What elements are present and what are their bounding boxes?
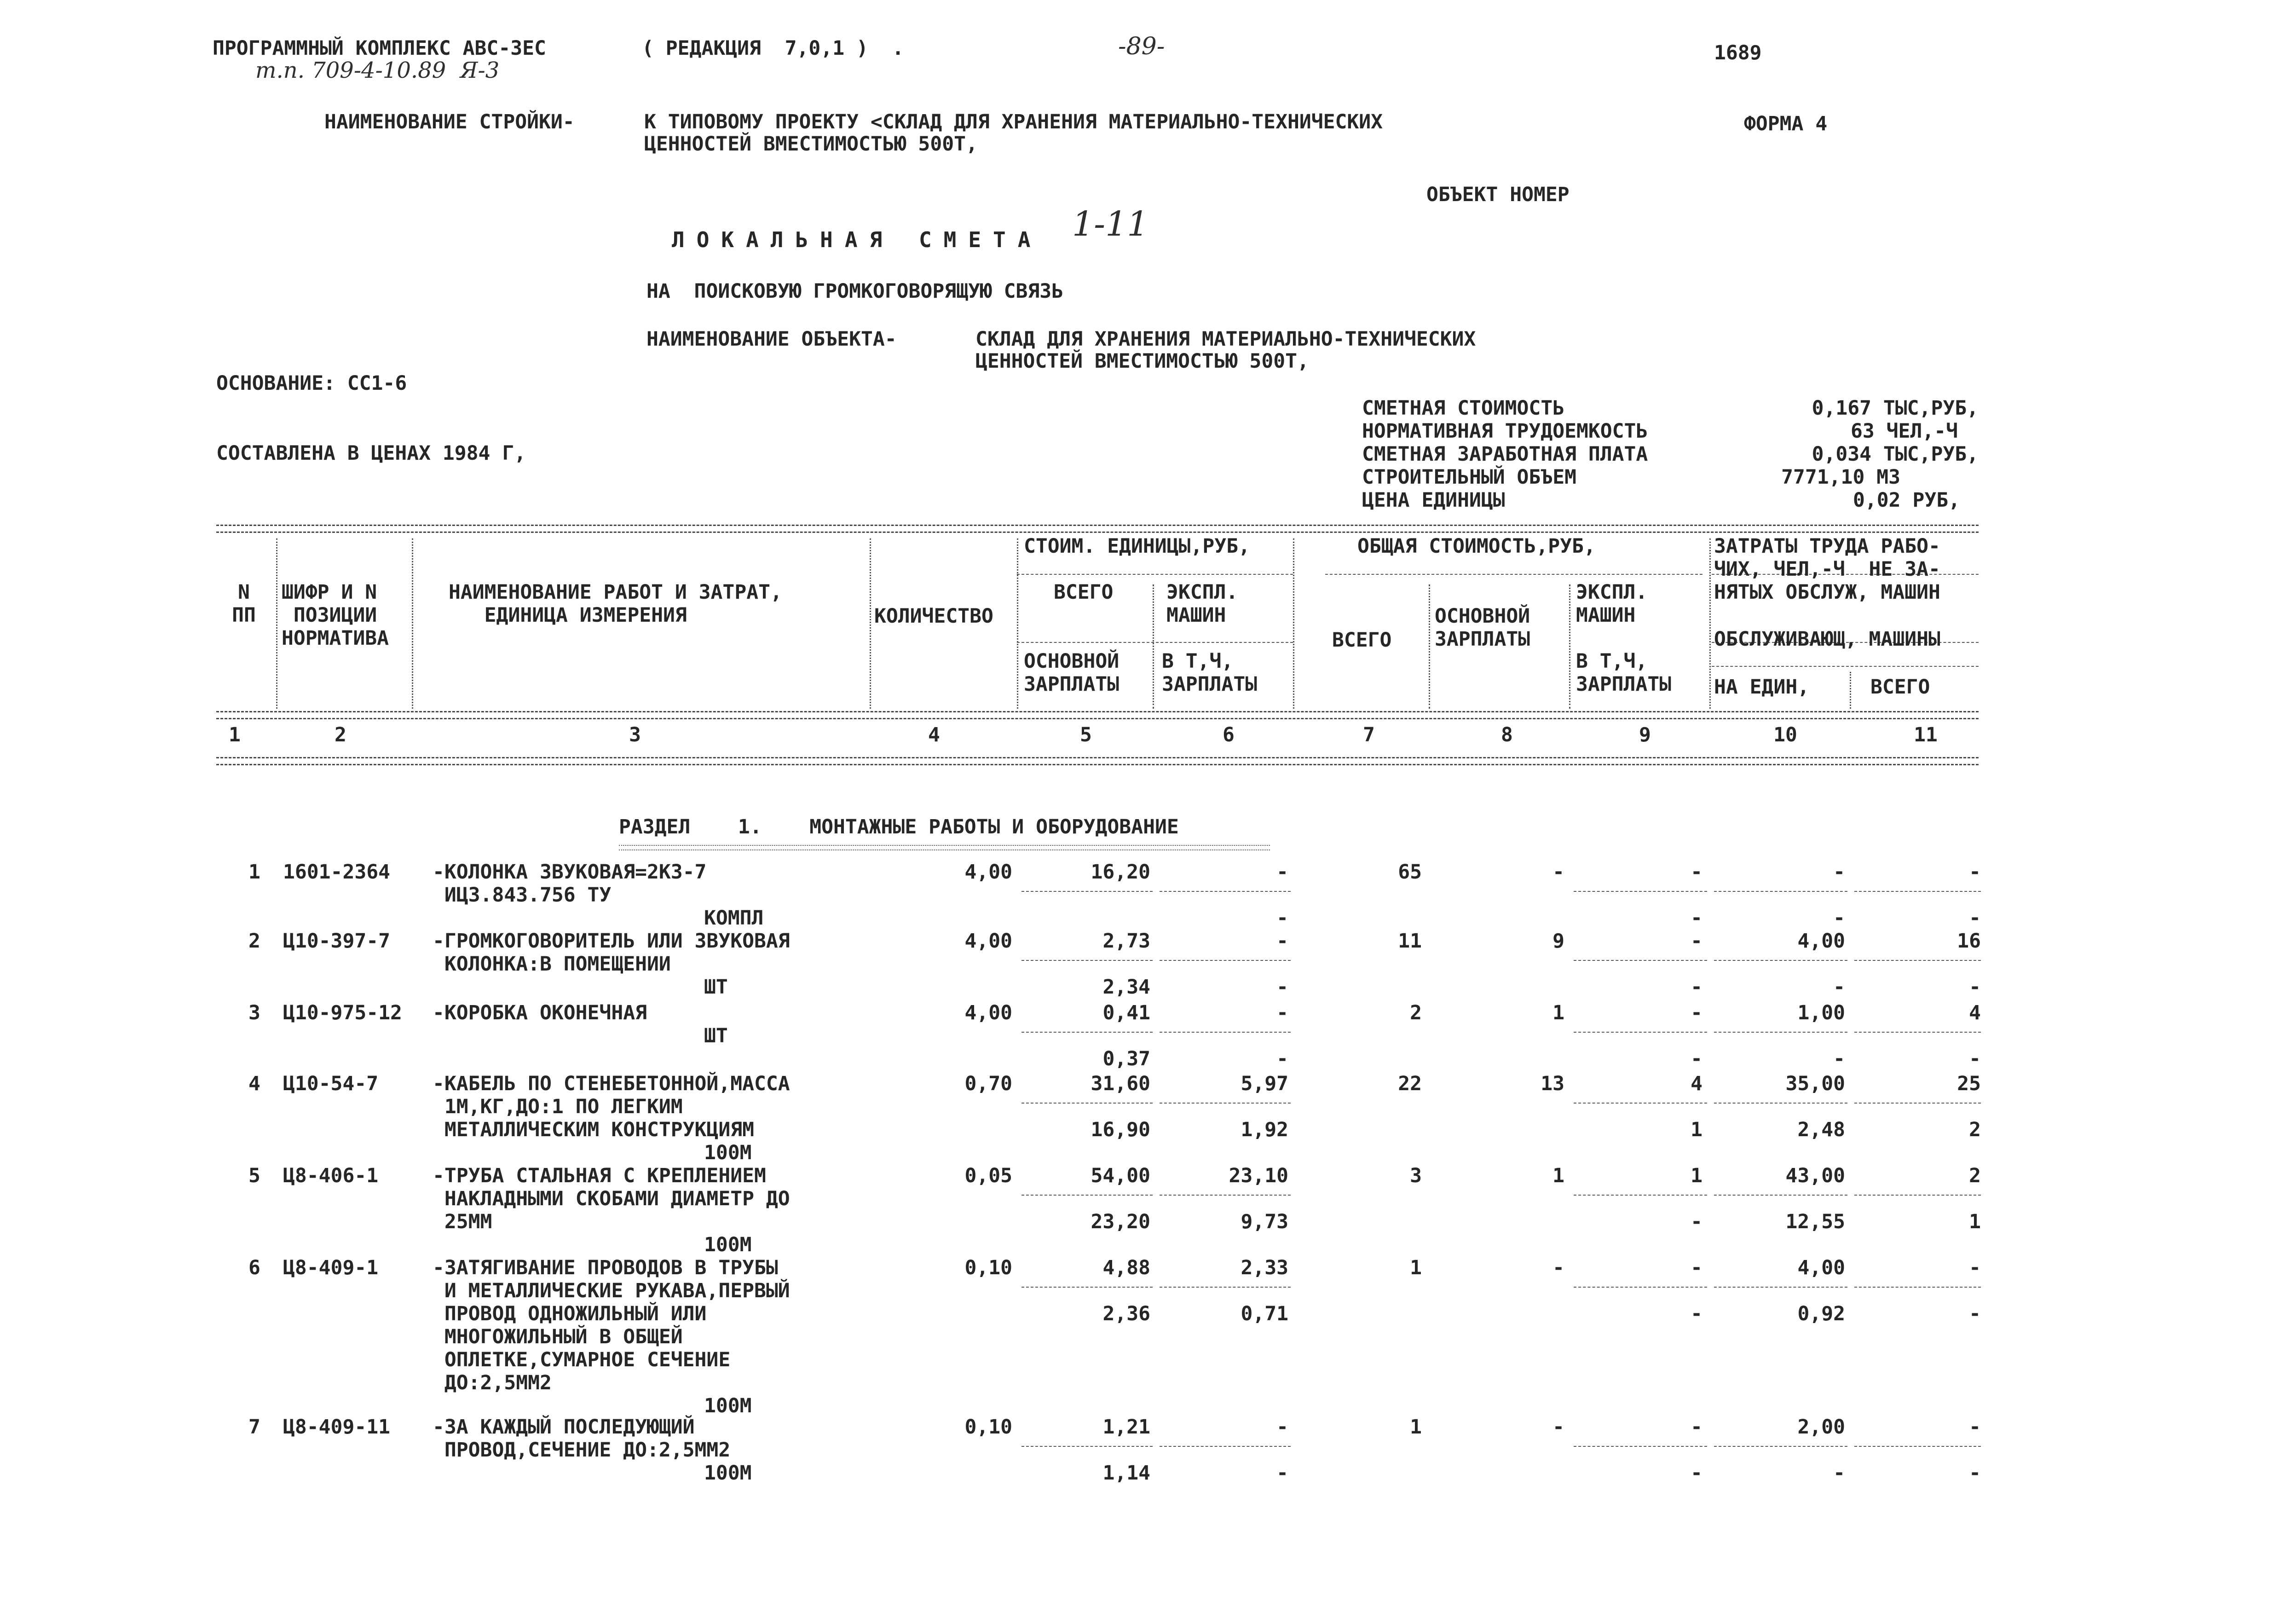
row-base-wage: 1	[1552, 1164, 1564, 1187]
row-number: 3	[248, 1001, 260, 1024]
row-unit-base-wage: 2,34	[1102, 976, 1150, 999]
row-total: 2	[1410, 1001, 1422, 1024]
header-labor-mach: ОБСЛУЖИВАЮЩ, МАШИНЫ	[1714, 628, 1940, 651]
row-qty: 0,10	[964, 1416, 1012, 1439]
summary-value: 63 ЧЕЛ,-Ч	[1851, 420, 1958, 443]
row-name-line: МНОГОЖИЛЬНЫЙ В ОБЩЕЙ	[433, 1325, 683, 1348]
row-qty: 0,05	[964, 1164, 1012, 1187]
row-name-line: ОПЛЕТКЕ,СУМАРНОЕ СЕЧЕНИЕ	[433, 1348, 731, 1371]
basis: ОСНОВАНИЕ: СС1-6	[216, 372, 407, 395]
column-number: 9	[1639, 723, 1651, 746]
row-in-wage: -	[1691, 907, 1702, 930]
row-unit: 100М	[704, 1233, 752, 1256]
row-in-wage: -	[1691, 1302, 1702, 1325]
cell-divider	[1574, 1287, 1707, 1288]
cell-divider	[1574, 960, 1707, 961]
row-total: 3	[1410, 1164, 1422, 1187]
row-code: Ц8-406-1	[283, 1164, 379, 1187]
row-labor-per-unit: 2,00	[1797, 1416, 1845, 1439]
column-number: 11	[1914, 723, 1938, 746]
row-name-line: МЕТАЛЛИЧЕСКИМ КОНСТРУКЦИЯМ	[433, 1118, 754, 1141]
row-labor-mach-unit: -	[1833, 976, 1845, 999]
row-unit-total: 2,73	[1102, 930, 1150, 953]
row-name-line: НАКЛАДНЫМИ СКОБАМИ ДИАМЕТР ДО	[433, 1187, 790, 1210]
row-labor-mach-unit: 0,92	[1797, 1302, 1845, 1325]
row-labor-mach-total: -	[1969, 1302, 1981, 1325]
header-overall-basewage: ОСНОВНОЙ ЗАРПЛАТЫ	[1435, 605, 1530, 651]
summary-label: ЦЕНА ЕДИНИЦЫ	[1362, 489, 1505, 512]
row-mach: -	[1691, 861, 1702, 884]
row-base-wage: -	[1552, 861, 1564, 884]
cell-divider	[1854, 1103, 1981, 1104]
cell-divider	[1854, 1287, 1981, 1288]
row-code: Ц10-975-12	[283, 1001, 402, 1024]
summary-value: 0,167 ТЫС,РУБ,	[1812, 397, 1979, 420]
cell-divider	[1714, 1195, 1847, 1196]
row-labor-mach-unit: 2,48	[1797, 1118, 1845, 1141]
row-labor-per-unit: 4,00	[1797, 930, 1845, 953]
row-name-line: ИЦ3.843.756 ТУ	[433, 884, 612, 907]
header-unit-total: ВСЕГО	[1054, 581, 1114, 604]
row-qty: 0,10	[964, 1256, 1012, 1279]
page-number: -89-	[1118, 33, 1165, 60]
header-unit-mach: ЭКСПЛ. МАШИН	[1166, 581, 1238, 627]
row-name-line: -КАБЕЛЬ ПО СТЕНЕБЕТОННОЙ,МАССА	[433, 1072, 790, 1095]
cell-divider	[1574, 1032, 1707, 1033]
row-unit-in-wage: -	[1276, 1462, 1288, 1485]
row-unit-in-wage: -	[1276, 976, 1288, 999]
row-unit-total: 4,88	[1102, 1256, 1150, 1279]
row-unit-base-wage: 0,37	[1102, 1047, 1150, 1070]
summary-label: СМЕТНАЯ ЗАРАБОТНАЯ ПЛАТА	[1362, 443, 1648, 466]
row-labor-mach-unit: -	[1833, 1047, 1845, 1070]
cell-divider	[1854, 1446, 1981, 1447]
row-base-wage: 9	[1552, 930, 1564, 953]
row-labor-total: 25	[1957, 1072, 1981, 1095]
header-name: НАИМЕНОВАНИЕ РАБОТ И ЗАТРАТ, ЕДИНИЦА ИЗМЕРЕНИЯ	[449, 581, 782, 627]
cell-divider	[1574, 1195, 1707, 1196]
row-unit: КОМПЛ	[704, 907, 764, 930]
column-number: 3	[629, 723, 641, 746]
row-unit-in-wage: 9,73	[1241, 1210, 1288, 1233]
cell-divider	[1160, 1287, 1291, 1288]
header-unit-inwage: В Т,Ч, ЗАРПЛАТЫ	[1162, 650, 1258, 696]
row-unit-mach: 23,10	[1229, 1164, 1288, 1187]
cell-divider	[1714, 960, 1847, 961]
row-name-line: ПРОВОД ОДНОЖИЛЬНЫЙ ИЛИ	[433, 1302, 707, 1325]
row-base-wage: 13	[1541, 1072, 1564, 1095]
row-labor-per-unit: -	[1833, 861, 1845, 884]
row-in-wage: -	[1691, 1210, 1702, 1233]
row-unit-mach: -	[1276, 930, 1288, 953]
construction-line2: ЦЕННОСТЕЙ ВМЕСТИМОСТЬЮ 500Т,	[644, 133, 978, 156]
row-number: 2	[248, 930, 260, 953]
row-unit-total: 1,21	[1102, 1416, 1150, 1439]
row-name-line: -ТРУБА СТАЛЬНАЯ С КРЕПЛЕНИЕМ	[433, 1164, 766, 1187]
row-labor-mach-unit: 12,55	[1785, 1210, 1845, 1233]
row-code: Ц8-409-1	[283, 1256, 379, 1279]
cell-divider	[1160, 1103, 1291, 1104]
object-line2: ЦЕННОСТЕЙ ВМЕСТИМОСТЬЮ 500Т,	[975, 350, 1309, 373]
row-labor-per-unit: 43,00	[1785, 1164, 1845, 1187]
cell-divider	[1574, 1446, 1707, 1447]
row-labor-total: -	[1969, 1256, 1981, 1279]
row-total: 11	[1398, 930, 1422, 953]
row-number: 5	[248, 1164, 260, 1187]
cell-divider	[1160, 1446, 1291, 1447]
cell-divider	[1021, 1032, 1153, 1033]
header-unit-cost: СТОИМ. ЕДИНИЦЫ,РУБ,	[1024, 535, 1250, 558]
row-code: 1601-2364	[283, 861, 390, 884]
row-number: 1	[248, 861, 260, 884]
row-unit-in-wage: -	[1276, 907, 1288, 930]
edition: ( РЕДАКЦИЯ 7,0,1 ) .	[642, 37, 904, 60]
row-unit: 100М	[704, 1462, 752, 1485]
cell-divider	[1714, 1287, 1847, 1288]
row-qty: 0,70	[964, 1072, 1012, 1095]
header-overall-mach: ЭКСПЛ. МАШИН	[1576, 581, 1648, 627]
summary-value: 0,034 ТЫС,РУБ,	[1812, 443, 1979, 466]
row-name-line: -ЗАТЯГИВАНИЕ ПРОВОДОВ В ТРУБЫ	[433, 1256, 778, 1279]
row-name-line: ДО:2,5ММ2	[433, 1371, 552, 1394]
row-name-line: ПРОВОД,СЕЧЕНИЕ ДО:2,5ММ2	[433, 1439, 731, 1462]
summary-label: НОРМАТИВНАЯ ТРУДОЕМКОСТЬ	[1362, 420, 1648, 443]
header-n: N ПП	[232, 581, 256, 627]
row-labor-total: 2	[1969, 1164, 1981, 1187]
header-qty: КОЛИЧЕСТВО	[874, 605, 993, 628]
cell-divider	[1714, 1103, 1847, 1104]
cell-divider	[1021, 1287, 1153, 1288]
row-total: 1	[1410, 1416, 1422, 1439]
header-code: ШИФР И N ПОЗИЦИИ НОРМАТИВА	[282, 581, 389, 650]
row-in-wage: 1	[1691, 1118, 1702, 1141]
header-per-unit: НА ЕДИН,	[1714, 676, 1810, 699]
row-labor-mach-total: 2	[1969, 1118, 1981, 1141]
row-unit-mach: 5,97	[1241, 1072, 1288, 1095]
row-total: 65	[1398, 861, 1422, 884]
column-number: 5	[1080, 723, 1092, 746]
object-line1: СКЛАД ДЛЯ ХРАНЕНИЯ МАТЕРИАЛЬНО-ТЕХНИЧЕСКИХ	[975, 328, 1476, 351]
cell-divider	[1854, 891, 1981, 892]
column-number: 7	[1363, 723, 1375, 746]
cell-divider	[1021, 960, 1153, 961]
cell-divider	[1574, 891, 1707, 892]
row-labor-total: 4	[1969, 1001, 1981, 1024]
cell-divider	[1021, 1103, 1153, 1104]
row-labor-mach-unit: -	[1833, 1462, 1845, 1485]
row-mach: 1	[1691, 1164, 1702, 1187]
row-unit: 100М	[704, 1141, 752, 1164]
header-labor: ЗАТРАТЫ ТРУДА РАБО- ЧИХ, ЧЕЛ,-Ч НЕ ЗА- НЯТЫХ ОБСЛУЖ, МАШИН	[1714, 535, 1940, 604]
cell-divider	[1021, 1195, 1153, 1196]
section-title: РАЗДЕЛ 1. МОНТАЖНЫЕ РАБОТЫ И ОБОРУДОВАНИЕ	[619, 815, 1179, 838]
row-base-wage: -	[1552, 1416, 1564, 1439]
row-base-wage: 1	[1552, 1001, 1564, 1024]
row-name-line: -ЗА КАЖДЫЙ ПОСЛЕДУЮЩИЙ	[433, 1416, 695, 1439]
header-labor-total: ВСЕГО	[1870, 676, 1930, 699]
row-unit-total: 54,00	[1091, 1164, 1150, 1187]
header-overall-inwage: В Т,Ч, ЗАРПЛАТЫ	[1576, 650, 1672, 696]
header-overall-total: ВСЕГО	[1332, 629, 1392, 652]
row-in-wage: -	[1691, 1047, 1702, 1070]
row-labor-per-unit: 1,00	[1797, 1001, 1845, 1024]
column-number: 1	[229, 723, 241, 746]
row-code: Ц10-54-7	[283, 1072, 379, 1095]
cell-divider	[1160, 1195, 1291, 1196]
row-unit-total: 0,41	[1102, 1001, 1150, 1024]
row-labor-per-unit: 35,00	[1785, 1072, 1845, 1095]
cell-divider	[1714, 891, 1847, 892]
row-name-line: КОЛОНКА:В ПОМЕЩЕНИИ	[433, 953, 671, 976]
row-unit-total: 16,20	[1091, 861, 1150, 884]
row-name-line: -КОЛОНКА ЗВУКОВАЯ=2К3-7	[433, 861, 707, 884]
row-number: 7	[248, 1416, 260, 1439]
estimate-title: ЛОКАЛЬНАЯ СМЕТА	[672, 227, 1043, 252]
row-labor-per-unit: 4,00	[1797, 1256, 1845, 1279]
cell-divider	[1021, 1446, 1153, 1447]
row-labor-total: -	[1969, 861, 1981, 884]
row-unit: ШТ	[704, 1024, 728, 1047]
row-mach: -	[1691, 1256, 1702, 1279]
header-overall: ОБЩАЯ СТОИМОСТЬ,РУБ,	[1357, 535, 1596, 558]
column-number: 6	[1223, 723, 1235, 746]
handwritten-estimate-number: 1-11	[1072, 204, 1149, 244]
row-name-line: И МЕТАЛЛИЧЕСКИЕ РУКАВА,ПЕРВЫЙ	[433, 1279, 790, 1302]
row-name-line: 25ММ	[433, 1210, 492, 1233]
row-labor-mach-total: 1	[1969, 1210, 1981, 1233]
row-unit-base-wage: 16,90	[1091, 1118, 1150, 1141]
row-number: 6	[248, 1256, 260, 1279]
column-number: 8	[1501, 723, 1513, 746]
row-total: 22	[1398, 1072, 1422, 1095]
doc-number: 1689	[1714, 41, 1762, 64]
row-unit-base-wage: 23,20	[1091, 1210, 1150, 1233]
row-unit-base-wage: 2,36	[1102, 1302, 1150, 1325]
cell-divider	[1854, 1195, 1981, 1196]
cell-divider	[1714, 1032, 1847, 1033]
row-name-line: 1М,КГ,ДО:1 ПО ЛЕГКИМ	[433, 1095, 683, 1118]
row-code: Ц10-397-7	[283, 930, 390, 953]
row-unit-base-wage: 1,14	[1102, 1462, 1150, 1485]
row-labor-mach-total: -	[1969, 976, 1981, 999]
row-qty: 4,00	[964, 1001, 1012, 1024]
row-unit-mach: 2,33	[1241, 1256, 1288, 1279]
row-unit-mach: -	[1276, 861, 1288, 884]
header-unit-basewage: ОСНОВНОЙ ЗАРПЛАТЫ	[1024, 650, 1120, 696]
row-code: Ц8-409-11	[283, 1416, 390, 1439]
row-mach: 4	[1691, 1072, 1702, 1095]
cell-divider	[1854, 960, 1981, 961]
row-labor-mach-total: -	[1969, 907, 1981, 930]
object-number-label: ОБЪЕКТ НОМЕР	[1426, 183, 1570, 206]
row-total: 1	[1410, 1256, 1422, 1279]
row-labor-mach-total: -	[1969, 1047, 1981, 1070]
handwritten-ref: т.п. 709-4-10.89 Я-3	[255, 58, 500, 83]
cell-divider	[1160, 891, 1291, 892]
row-labor-mach-total: -	[1969, 1462, 1981, 1485]
cell-divider	[1714, 1446, 1847, 1447]
row-number: 4	[248, 1072, 260, 1095]
row-name-line: -ГРОМКОГОВОРИТЕЛЬ ИЛИ ЗВУКОВАЯ	[433, 930, 790, 953]
row-labor-mach-unit: -	[1833, 907, 1845, 930]
cell-divider	[1021, 891, 1153, 892]
row-labor-total: -	[1969, 1416, 1981, 1439]
cell-divider	[1574, 1103, 1707, 1104]
construction-label: НАИМЕНОВАНИЕ СТРОЙКИ-	[324, 110, 575, 133]
form-label: ФОРМА 4	[1744, 112, 1828, 135]
row-unit: 100М	[704, 1394, 752, 1417]
row-mach: -	[1691, 1001, 1702, 1024]
column-number: 2	[335, 723, 346, 746]
prices-basis: СОСТАВЛЕНА В ЦЕНАХ 1984 Г,	[216, 442, 526, 465]
cell-divider	[1854, 1032, 1981, 1033]
row-unit-mach: -	[1276, 1416, 1288, 1439]
summary-value: 7771,10 М3	[1781, 466, 1900, 489]
row-mach: -	[1691, 930, 1702, 953]
row-in-wage: -	[1691, 976, 1702, 999]
cell-divider	[1160, 1032, 1291, 1033]
row-unit-total: 31,60	[1091, 1072, 1150, 1095]
row-unit-in-wage: 0,71	[1241, 1302, 1288, 1325]
row-unit: ШТ	[704, 976, 728, 999]
row-qty: 4,00	[964, 930, 1012, 953]
row-unit-mach: -	[1276, 1001, 1288, 1024]
row-unit-in-wage: -	[1276, 1047, 1288, 1070]
row-base-wage: -	[1552, 1256, 1564, 1279]
construction-line1: К ТИПОВОМУ ПРОЕКТУ <СКЛАД ДЛЯ ХРАНЕНИЯ МАТЕРИАЛЬНО-ТЕХНИЧЕСКИХ	[644, 110, 1383, 133]
row-unit-in-wage: 1,92	[1241, 1118, 1288, 1141]
summary-value: 0,02 РУБ,	[1853, 489, 1960, 512]
row-mach: -	[1691, 1416, 1702, 1439]
cell-divider	[1160, 960, 1291, 961]
row-qty: 4,00	[964, 861, 1012, 884]
row-in-wage: -	[1691, 1462, 1702, 1485]
summary-label: СТРОИТЕЛЬНЫЙ ОБЪЕМ	[1362, 466, 1576, 489]
estimate-subtitle: НА ПОИСКОВУЮ ГРОМКОГОВОРЯЩУЮ СВЯЗЬ	[646, 280, 1064, 303]
row-name-line: -КОРОБКА ОКОНЕЧНАЯ	[433, 1001, 647, 1024]
object-label: НАИМЕНОВАНИЕ ОБЪЕКТА-	[646, 328, 897, 351]
row-labor-total: 16	[1957, 930, 1981, 953]
program-name: ПРОГРАММНЫЙ КОМПЛЕКС АВС-3ЕС	[213, 37, 546, 60]
column-number: 10	[1773, 723, 1797, 746]
column-number: 4	[928, 723, 940, 746]
summary-label: СМЕТНАЯ СТОИМОСТЬ	[1362, 397, 1565, 420]
